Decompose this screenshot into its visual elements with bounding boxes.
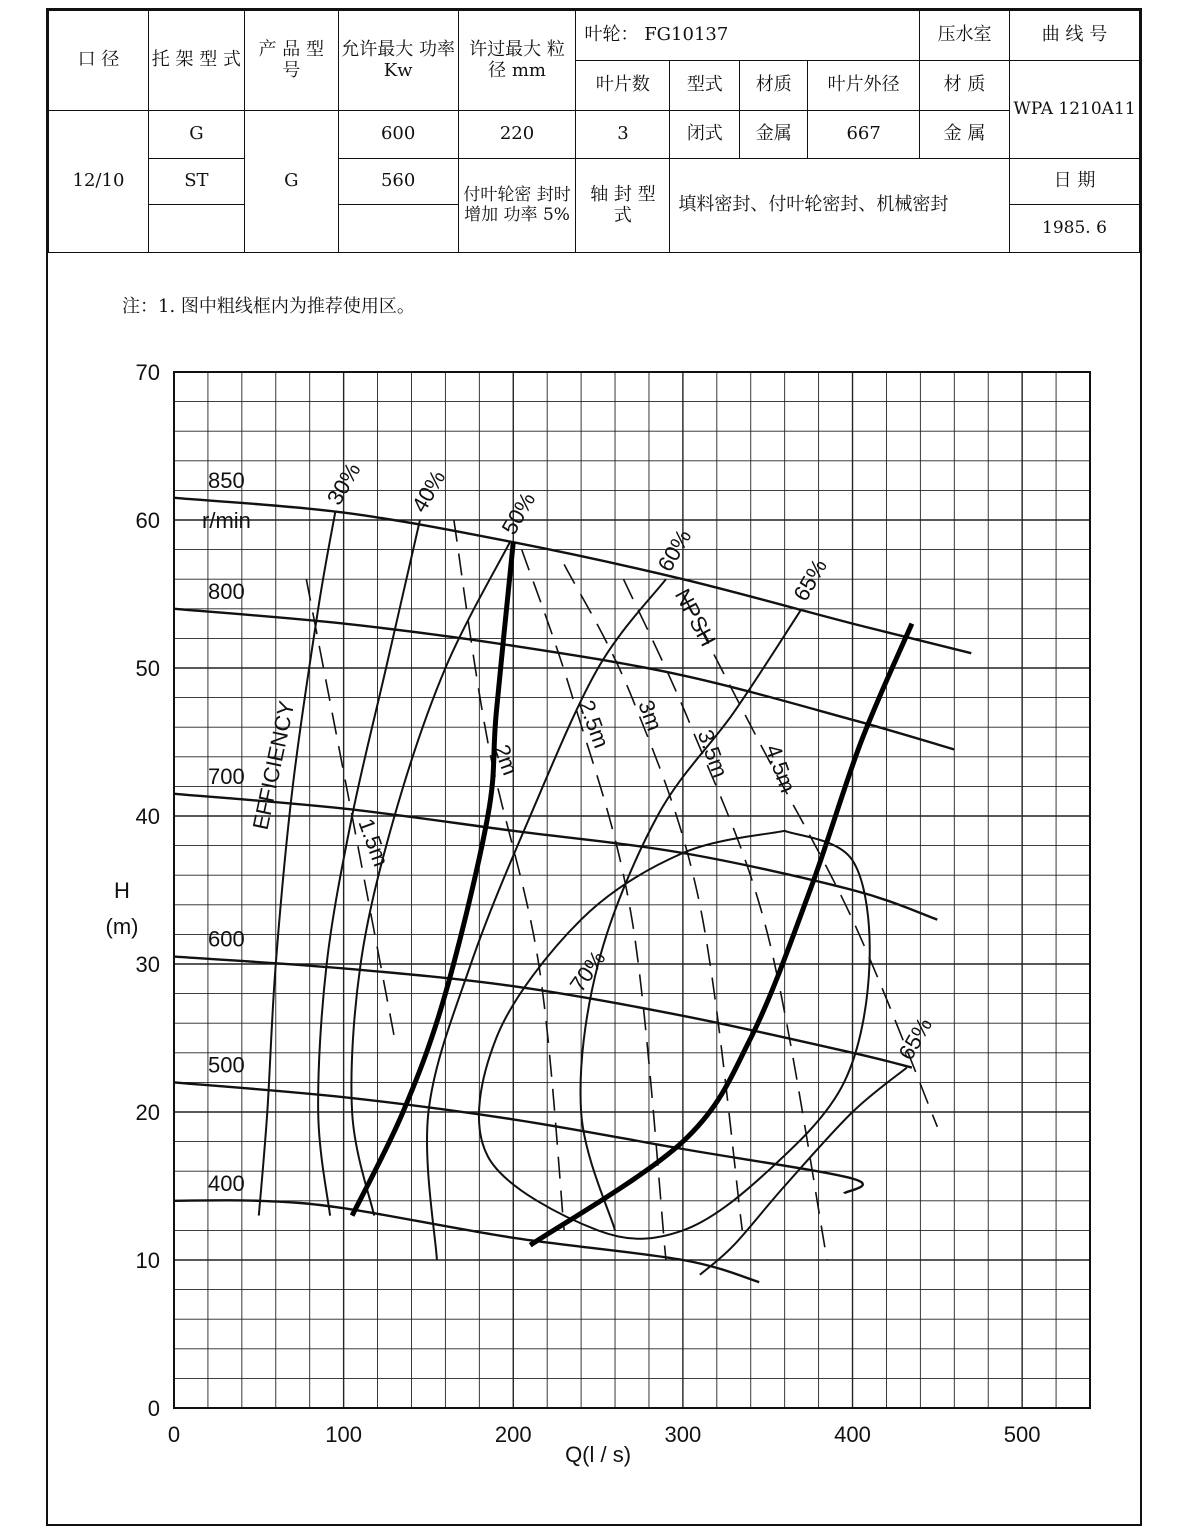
y-tick-label: 60 <box>135 508 160 533</box>
y-axis-label: H <box>114 878 130 903</box>
seal-types: 填料密封、付叶轮密封、机械密封 <box>670 159 1010 253</box>
efficiency-curve-label: 40% <box>406 465 451 517</box>
npsh-curve-label: 3.5m <box>692 726 733 781</box>
efficiency-axis-label: EFFICIENCY <box>247 698 300 832</box>
speed-curve-label: 400 <box>208 1170 245 1196</box>
x-tick-label: 500 <box>1003 1422 1041 1447</box>
bracket-value-2: ST <box>148 159 244 205</box>
npsh-curve-label: 3m <box>633 696 668 735</box>
npsh-curve <box>564 564 742 1230</box>
volute-material-value: 金 属 <box>920 111 1010 159</box>
speed-curve-label: 700 <box>208 763 245 789</box>
bracket-value-1: G <box>148 111 244 159</box>
y-tick-label: 10 <box>135 1248 160 1273</box>
y-tick-label: 50 <box>135 656 160 681</box>
speed-curve <box>174 1200 759 1282</box>
efficiency-curve-label: 50% <box>496 488 541 539</box>
speed-curve <box>174 498 971 653</box>
outer-dia-header: 叶片外径 <box>808 61 920 111</box>
x-tick-label: 100 <box>325 1422 362 1447</box>
npsh-curve-label: 4.5m <box>760 741 801 796</box>
particle-value: 220 <box>458 111 576 159</box>
y-tick-label: 70 <box>135 360 160 385</box>
npsh-curve-label: 1.5m <box>353 815 394 870</box>
product-value: G <box>244 111 338 253</box>
impeller-type-value: 闭式 <box>670 111 740 159</box>
volute-material-header: 材 质 <box>920 61 1010 111</box>
speed-curve-label: 600 <box>208 926 245 952</box>
speed-curve <box>174 1082 863 1193</box>
npsh-axis-label: NPSH <box>669 584 721 651</box>
product-header: 产 品 型 号 <box>244 11 338 111</box>
speed-curve <box>174 957 912 1068</box>
particle-header: 许过最大 粒径 mm <box>458 11 576 111</box>
seal-type-header: 轴 封 型 式 <box>576 159 670 253</box>
impeller-header: 叶轮： FG10137 <box>576 11 920 61</box>
x-tick-label: 200 <box>494 1422 532 1447</box>
datasheet <box>46 8 1142 1526</box>
diameter-header: 口 径 <box>49 11 149 111</box>
speed-curve-label: 800 <box>208 578 245 604</box>
speed-curve-label: 850 <box>208 467 245 493</box>
aux-impeller-note: 付叶轮密 封时增加 功率 5% <box>458 159 576 253</box>
curve-no-header: 曲 线 号 <box>1009 11 1139 61</box>
y-axis-unit-label: (m) <box>105 914 139 939</box>
blades-header: 叶片数 <box>576 61 670 111</box>
speed-unit-label: r/min <box>202 507 251 533</box>
power-value-1: 600 <box>338 111 458 159</box>
date-header: 日 期 <box>1009 159 1139 205</box>
chart-note: 注：1. 图中粗线框内为推荐使用区。 <box>122 296 415 317</box>
speed-curve-label: 500 <box>208 1052 245 1078</box>
x-tick-label: 0 <box>167 1422 181 1447</box>
npsh-curve-label: 2m <box>489 741 524 779</box>
power-value-2: 560 <box>338 159 458 205</box>
impeller-material-header: 材质 <box>740 61 808 111</box>
x-tick-label: 400 <box>834 1422 871 1447</box>
efficiency-island-label: 70% <box>564 946 611 997</box>
blades-value: 3 <box>576 111 670 159</box>
pump-performance-chart <box>48 10 1140 1524</box>
efficiency-curve-label: 60% <box>652 525 697 576</box>
y-tick-label: 0 <box>147 1396 160 1421</box>
date-value: 1985. 6 <box>1009 205 1139 253</box>
y-tick-label: 20 <box>135 1100 160 1125</box>
volute-header: 压水室 <box>920 11 1010 61</box>
curve-number: WPA 1210A11 <box>1009 61 1139 159</box>
efficiency-curve-label: 65% <box>788 554 832 606</box>
power-header: 允许最大 功率 Kw <box>338 11 458 111</box>
y-tick-label: 40 <box>135 804 160 829</box>
bracket-header: 托 架 型 式 <box>148 11 244 111</box>
efficiency-curve-label: 65% <box>893 1013 938 1065</box>
x-axis-label: Q(l / s) <box>565 1442 632 1467</box>
efficiency-curve-label: 30% <box>321 458 366 510</box>
impeller-material-value: 金属 <box>740 111 808 159</box>
impeller-type-header: 型式 <box>670 61 740 111</box>
y-tick-label: 30 <box>135 952 160 977</box>
outer-dia-value: 667 <box>808 111 920 159</box>
diameter-value: 12/10 <box>49 111 149 253</box>
npsh-curve-label: 2.5m <box>573 696 615 752</box>
x-tick-label: 300 <box>664 1422 702 1447</box>
